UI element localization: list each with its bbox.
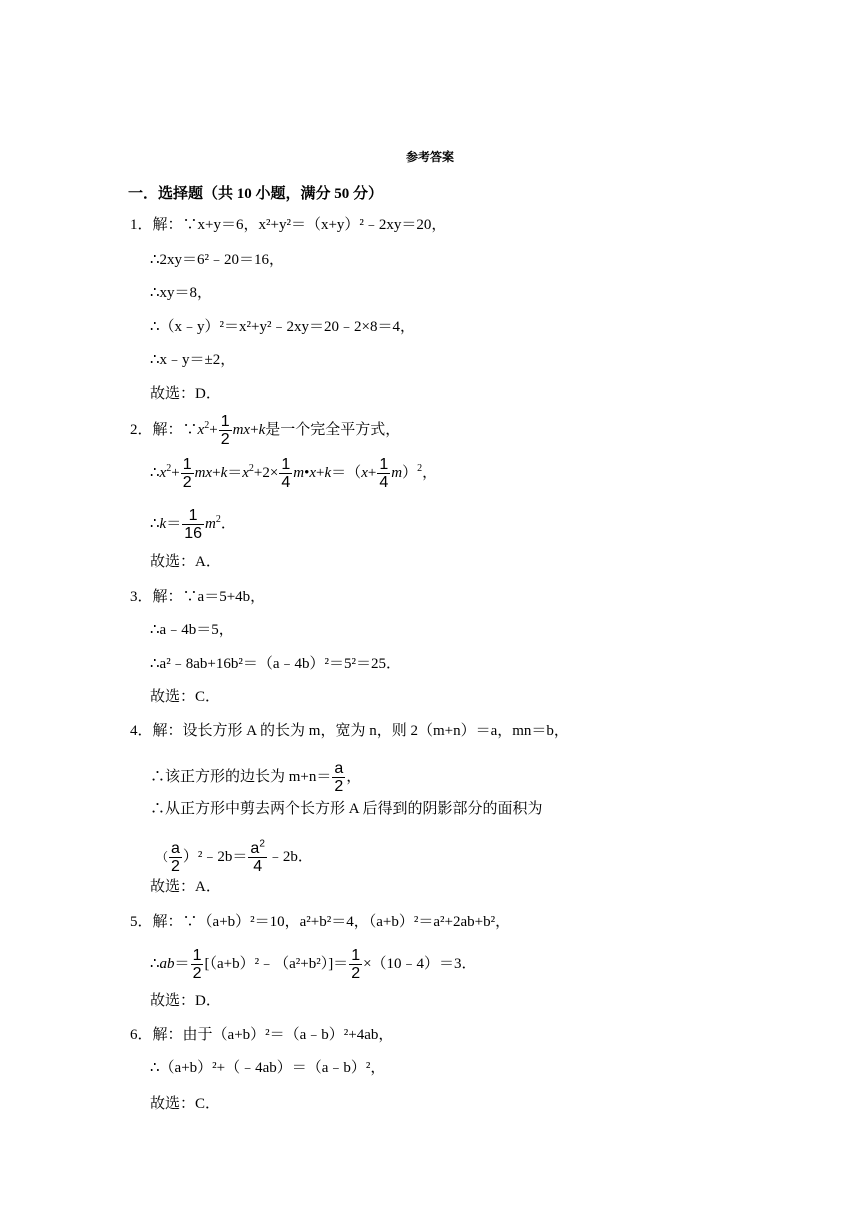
fraction-numerator: 1 xyxy=(351,947,361,964)
answer-3-line-2: ∴a﹣4b＝5， xyxy=(150,622,234,638)
solve-label: 解： xyxy=(152,589,183,605)
formula-text: ∵（a+b）²＝10，a²+b²＝4，（a+b）²＝a²+2ab+b²， xyxy=(182,914,511,930)
fraction-denominator: 2 xyxy=(182,474,192,491)
formula-text: ）²﹣2b＝ xyxy=(182,848,248,865)
solve-label: 解： xyxy=(152,914,183,930)
formula-text: ﹣2b． xyxy=(267,848,313,865)
question-number: 1． xyxy=(130,217,153,233)
fraction-variable: a xyxy=(250,840,260,857)
fraction-numerator: 1 xyxy=(192,947,202,964)
question-number: 6． xyxy=(130,1027,153,1043)
answer-2-line-1: 2．解：$\because x^2+$ $\frac{1}{2}$ mx+k是一个完全平方式， xyxy=(130,413,401,448)
answer-1-line-4: ∴（x﹣y）²＝x²+y²﹣2xy＝20﹣2×8＝4， xyxy=(150,319,415,335)
fraction-denominator: 4 xyxy=(379,474,389,491)
fraction-a-over-2 xyxy=(169,840,182,875)
fraction-numerator: $a^2$ xyxy=(250,838,265,857)
answer-1-line-5: ∴x﹣y＝±2， xyxy=(150,352,236,368)
fraction-numerator: 1 xyxy=(379,456,389,473)
answer-4-line-2: ∴该正方形的边长为 m+n＝ $\frac{a}{2}$ ， xyxy=(150,760,362,795)
answer-5-line-1 xyxy=(130,912,510,932)
formula-text: ∵x+y＝6，x²+y²＝（x+y）²﹣2xy＝20， xyxy=(182,217,447,233)
fraction-numerator: 1 xyxy=(182,507,204,525)
fraction-numerator: a xyxy=(171,840,180,857)
fraction-numerator: 1 xyxy=(182,456,192,473)
formula-text: ∴该正方形的边长为 m+n＝ xyxy=(150,768,332,785)
fraction-denominator: 4 xyxy=(253,858,263,875)
answer-4-choice: 故选：A． xyxy=(150,879,221,895)
answer-1-line-2: ∴2xy＝6²﹣20＝16， xyxy=(150,252,285,268)
answer-5-line-2: ∴ab＝ $\frac{1}{2}$ [（a+b）²﹣（a²+b²）]＝ $\frac{1}{2}$ ×（10﹣4）＝3． xyxy=(150,947,477,982)
solve-label: 解： xyxy=(152,217,183,233)
answer-6-line-1 xyxy=(130,1025,393,1045)
formula-text: 是一个完全平方式， xyxy=(265,421,401,438)
question-number: 3． xyxy=(130,589,153,605)
question-number: 5． xyxy=(130,914,153,930)
answer-1-line-1 xyxy=(130,215,446,235)
answer-2-line-3: ∴k＝ $\frac{1}{16}$ $m^2$． xyxy=(150,507,236,542)
fraction-one-half xyxy=(181,456,194,491)
fraction-denominator: 2 xyxy=(334,778,344,795)
fraction-denominator: 2 xyxy=(351,965,361,982)
fraction-one-half xyxy=(219,413,232,448)
solve-label: 解： xyxy=(152,421,183,438)
fraction-one-sixteenth xyxy=(182,507,204,542)
answer-6-line-2: ∴（a+b）²+（﹣4ab）＝（a﹣b）²， xyxy=(150,1060,386,1076)
answer-6-choice: 故选：C． xyxy=(150,1096,221,1112)
fraction-denominator: 2 xyxy=(192,965,202,982)
page-title: 参考答案 xyxy=(405,150,454,164)
fraction-numerator: 1 xyxy=(281,456,291,473)
answer-1-line-3: ∴xy＝8， xyxy=(150,285,213,301)
formula-text: ∵a＝5+4b， xyxy=(182,589,266,605)
fraction-one-half xyxy=(349,947,362,982)
formula-text: [（a+b）²﹣（a²+b²）]＝ xyxy=(204,955,349,972)
formula-text: ×（10﹣4）＝3． xyxy=(363,955,477,972)
solve-label: 解： xyxy=(152,723,183,739)
fraction-denominator: 2 xyxy=(171,858,180,875)
answer-5-choice: 故选：D． xyxy=(150,993,221,1009)
formula-text: 由于（a+b）²＝（a﹣b）²+4ab， xyxy=(182,1027,394,1043)
answer-4-line-3: ∴从正方形中剪去两个长方形 A 后得到的阴影部分的面积为 xyxy=(150,801,543,817)
solve-label: 解： xyxy=(152,1027,183,1043)
answer-2-line-2: $\therefore x^2+$ $\frac{1}{2}$ $mx+k=x^2+2\times$ $\frac{1}{4}$ m•x+k＝（x+ $\frac{1}{4}$ m）$^2$， xyxy=(150,456,438,491)
fraction-denominator: 4 xyxy=(281,474,291,491)
question-number: 2． xyxy=(130,421,153,438)
fraction-a-over-2 xyxy=(332,760,345,795)
fraction-denominator: 16 xyxy=(184,525,203,542)
fraction-one-half xyxy=(191,947,204,982)
answer-3-line-1 xyxy=(130,587,265,607)
fraction-numerator: 1 xyxy=(220,413,230,430)
answer-2-choice: 故选：A． xyxy=(150,554,221,570)
fraction-one-quarter xyxy=(377,456,390,491)
answer-4-line-4: （ $\frac{a}{2}$ ）²﹣2b＝ $\frac{a^2}{4}$ ﹣2b． xyxy=(156,838,313,875)
answer-3-choice: 故选：C． xyxy=(150,689,221,705)
fraction-one-quarter xyxy=(279,456,292,491)
answer-4-line-1 xyxy=(130,721,569,741)
fraction-a-squared-over-4 xyxy=(248,840,266,875)
fraction-numerator: a xyxy=(334,760,344,777)
answer-1-choice: 故选：D． xyxy=(150,386,221,402)
answer-3-line-3: ∴a²﹣8ab+16b²＝（a﹣4b）²＝5²＝25． xyxy=(150,656,401,672)
formula-text: 设长方形 A 的长为 m，宽为 n，则 2（m+n）＝a，mn＝b， xyxy=(182,723,569,739)
question-number: 4． xyxy=(130,723,153,739)
fraction-denominator: 2 xyxy=(220,431,230,448)
section-heading: 一．选择题（共 10 小题，满分 50 分） xyxy=(128,186,384,202)
